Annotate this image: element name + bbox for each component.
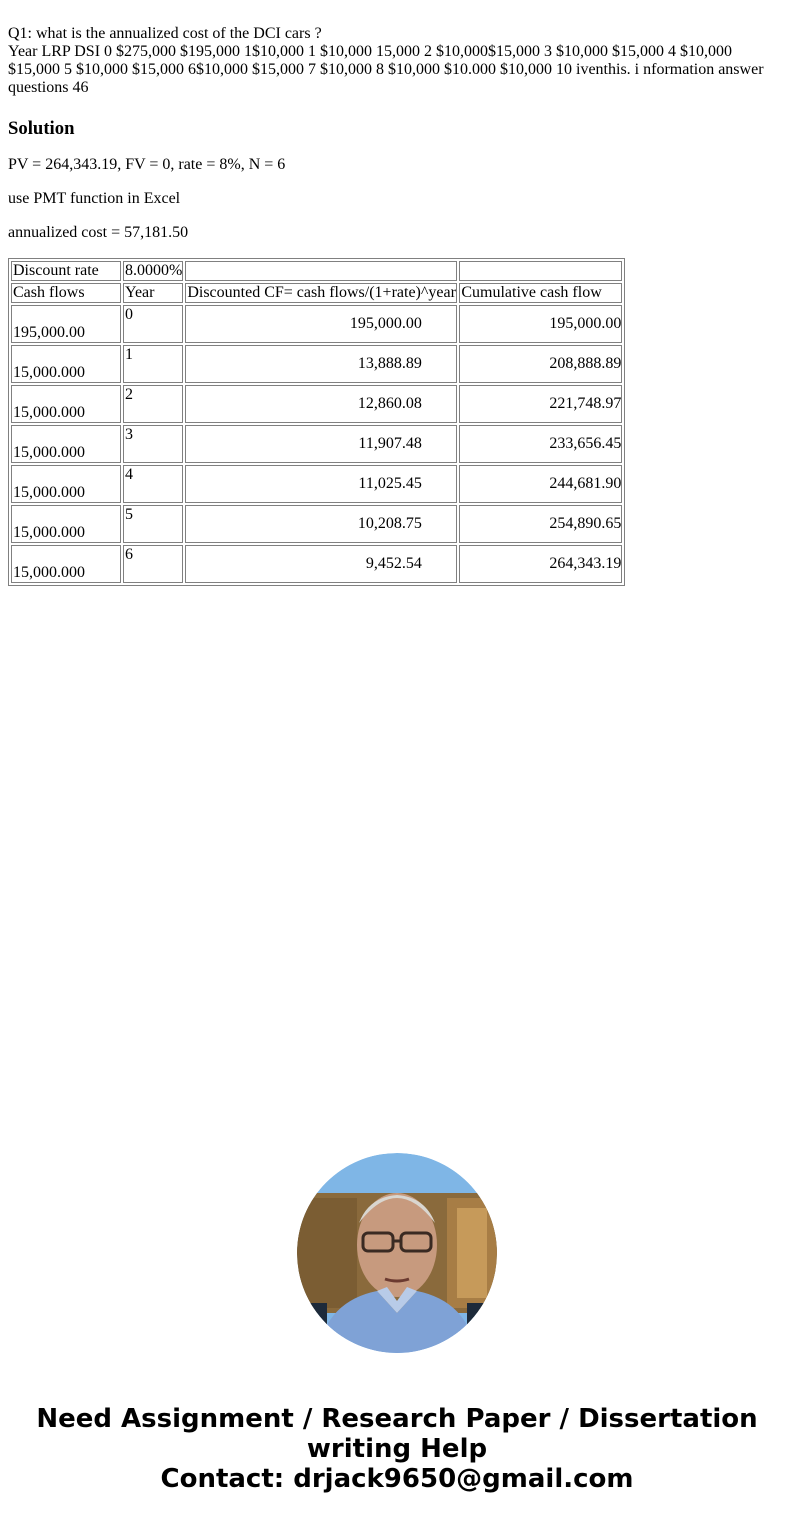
cumulative-cell: 195,000.00 [459,305,622,343]
year-cell: 5 [123,505,183,543]
discounted-cf-value: 10,208.75 [357,515,422,532]
header-cash-flows: Cash flows [11,283,121,303]
year-cell: 6 [123,545,183,583]
discounted-cf-cell [185,385,457,423]
header-year: Year [123,283,183,303]
solution-answer: annualized cost = 57,181.50 [8,224,189,241]
cash-flow-cell: 15,000.000 [11,425,121,463]
cash-flow-cell: 15,000.000 [11,385,121,423]
solution-inputs: PV = 264,343.19, FV = 0, rate = 8%, N = 6 [8,156,286,173]
cash-flow-cell: 15,000.000 [11,505,121,543]
discounted-cf-value: 13,888.89 [357,355,422,372]
cash-flow-cell: 15,000.000 [11,345,121,383]
discounted-cf-cell [185,305,457,343]
table-row [11,345,622,383]
header-cumulative: Cumulative cash flow [459,283,622,303]
table-header-row [11,283,622,303]
cash-flow-cell: 195,000.00 [11,305,121,343]
year-cell: 3 [123,425,183,463]
promo-line-2: writing Help [306,1434,488,1464]
year-cell: 4 [123,465,183,503]
discounted-cf-cell [185,545,457,583]
cumulative-cell: 254,890.65 [459,505,622,543]
document-body [8,25,786,586]
cash-flow-cell: 15,000.000 [11,465,121,503]
discounted-cf-cell [185,425,457,463]
rate-label-cell: Discount rate [11,261,121,281]
table-row [11,465,622,503]
promo-banner [0,1404,794,1494]
year-cell: 0 [123,305,183,343]
table-row-rate [11,261,622,281]
table-row [11,505,622,543]
promo-line-1: Need Assignment / Research Paper / Dissertation [36,1404,758,1434]
empty-cell [459,261,622,281]
discounted-cf-value: 11,907.48 [358,435,422,452]
discounted-cf-cell [185,505,457,543]
header-discounted-cf: Discounted CF= cash flows/(1+rate)^year [187,284,456,301]
year-cell: 1 [123,345,183,383]
author-avatar-photo [297,1153,497,1353]
table-row [11,545,622,583]
cumulative-cell: 208,888.89 [459,345,622,383]
cumulative-cell: 233,656.45 [459,425,622,463]
discounted-cf-value: 11,025.45 [358,475,422,492]
question-details: Year LRP DSI 0 $275,000 $195,000 1$10,000 1 $10,000 15,000 2 $10,000$15,000 3 $10,000 $15,000 4 $10,000 $15,000 5 $10,000 $15,000 6$10,000 $15,000 7 $10,000 8 $10,000 $10.000 $10,000 10 iventhis. i nformation answer questions 46 [8,43,764,96]
discounted-cf-cell [185,345,457,383]
discounted-cf-value: 195,000.00 [349,315,422,332]
solution-heading: Solution [8,118,75,139]
rate-value-cell: 8.0000% [125,262,183,279]
discounted-cf-cell [185,465,457,503]
cumulative-cell: 221,748.97 [459,385,622,423]
cumulative-cell: 244,681.90 [459,465,622,503]
year-cell: 2 [123,385,183,423]
table-row [11,305,622,343]
discounted-cf-value: 12,860.08 [357,395,422,412]
cumulative-cell: 264,343.19 [459,545,622,583]
empty-cell [185,261,457,281]
cash-flow-table [8,258,625,586]
promo-contact: Contact: drjack9650@gmail.com [160,1464,634,1494]
question-text [8,25,786,97]
discounted-cf-value: 9,452.54 [365,555,422,572]
cash-flow-cell: 15,000.000 [11,545,121,583]
solution-method: use PMT function in Excel [8,190,181,207]
table-row [11,385,622,423]
question-title: Q1: what is the annualized cost of the DCI cars ? [8,25,322,42]
table-row [11,425,622,463]
